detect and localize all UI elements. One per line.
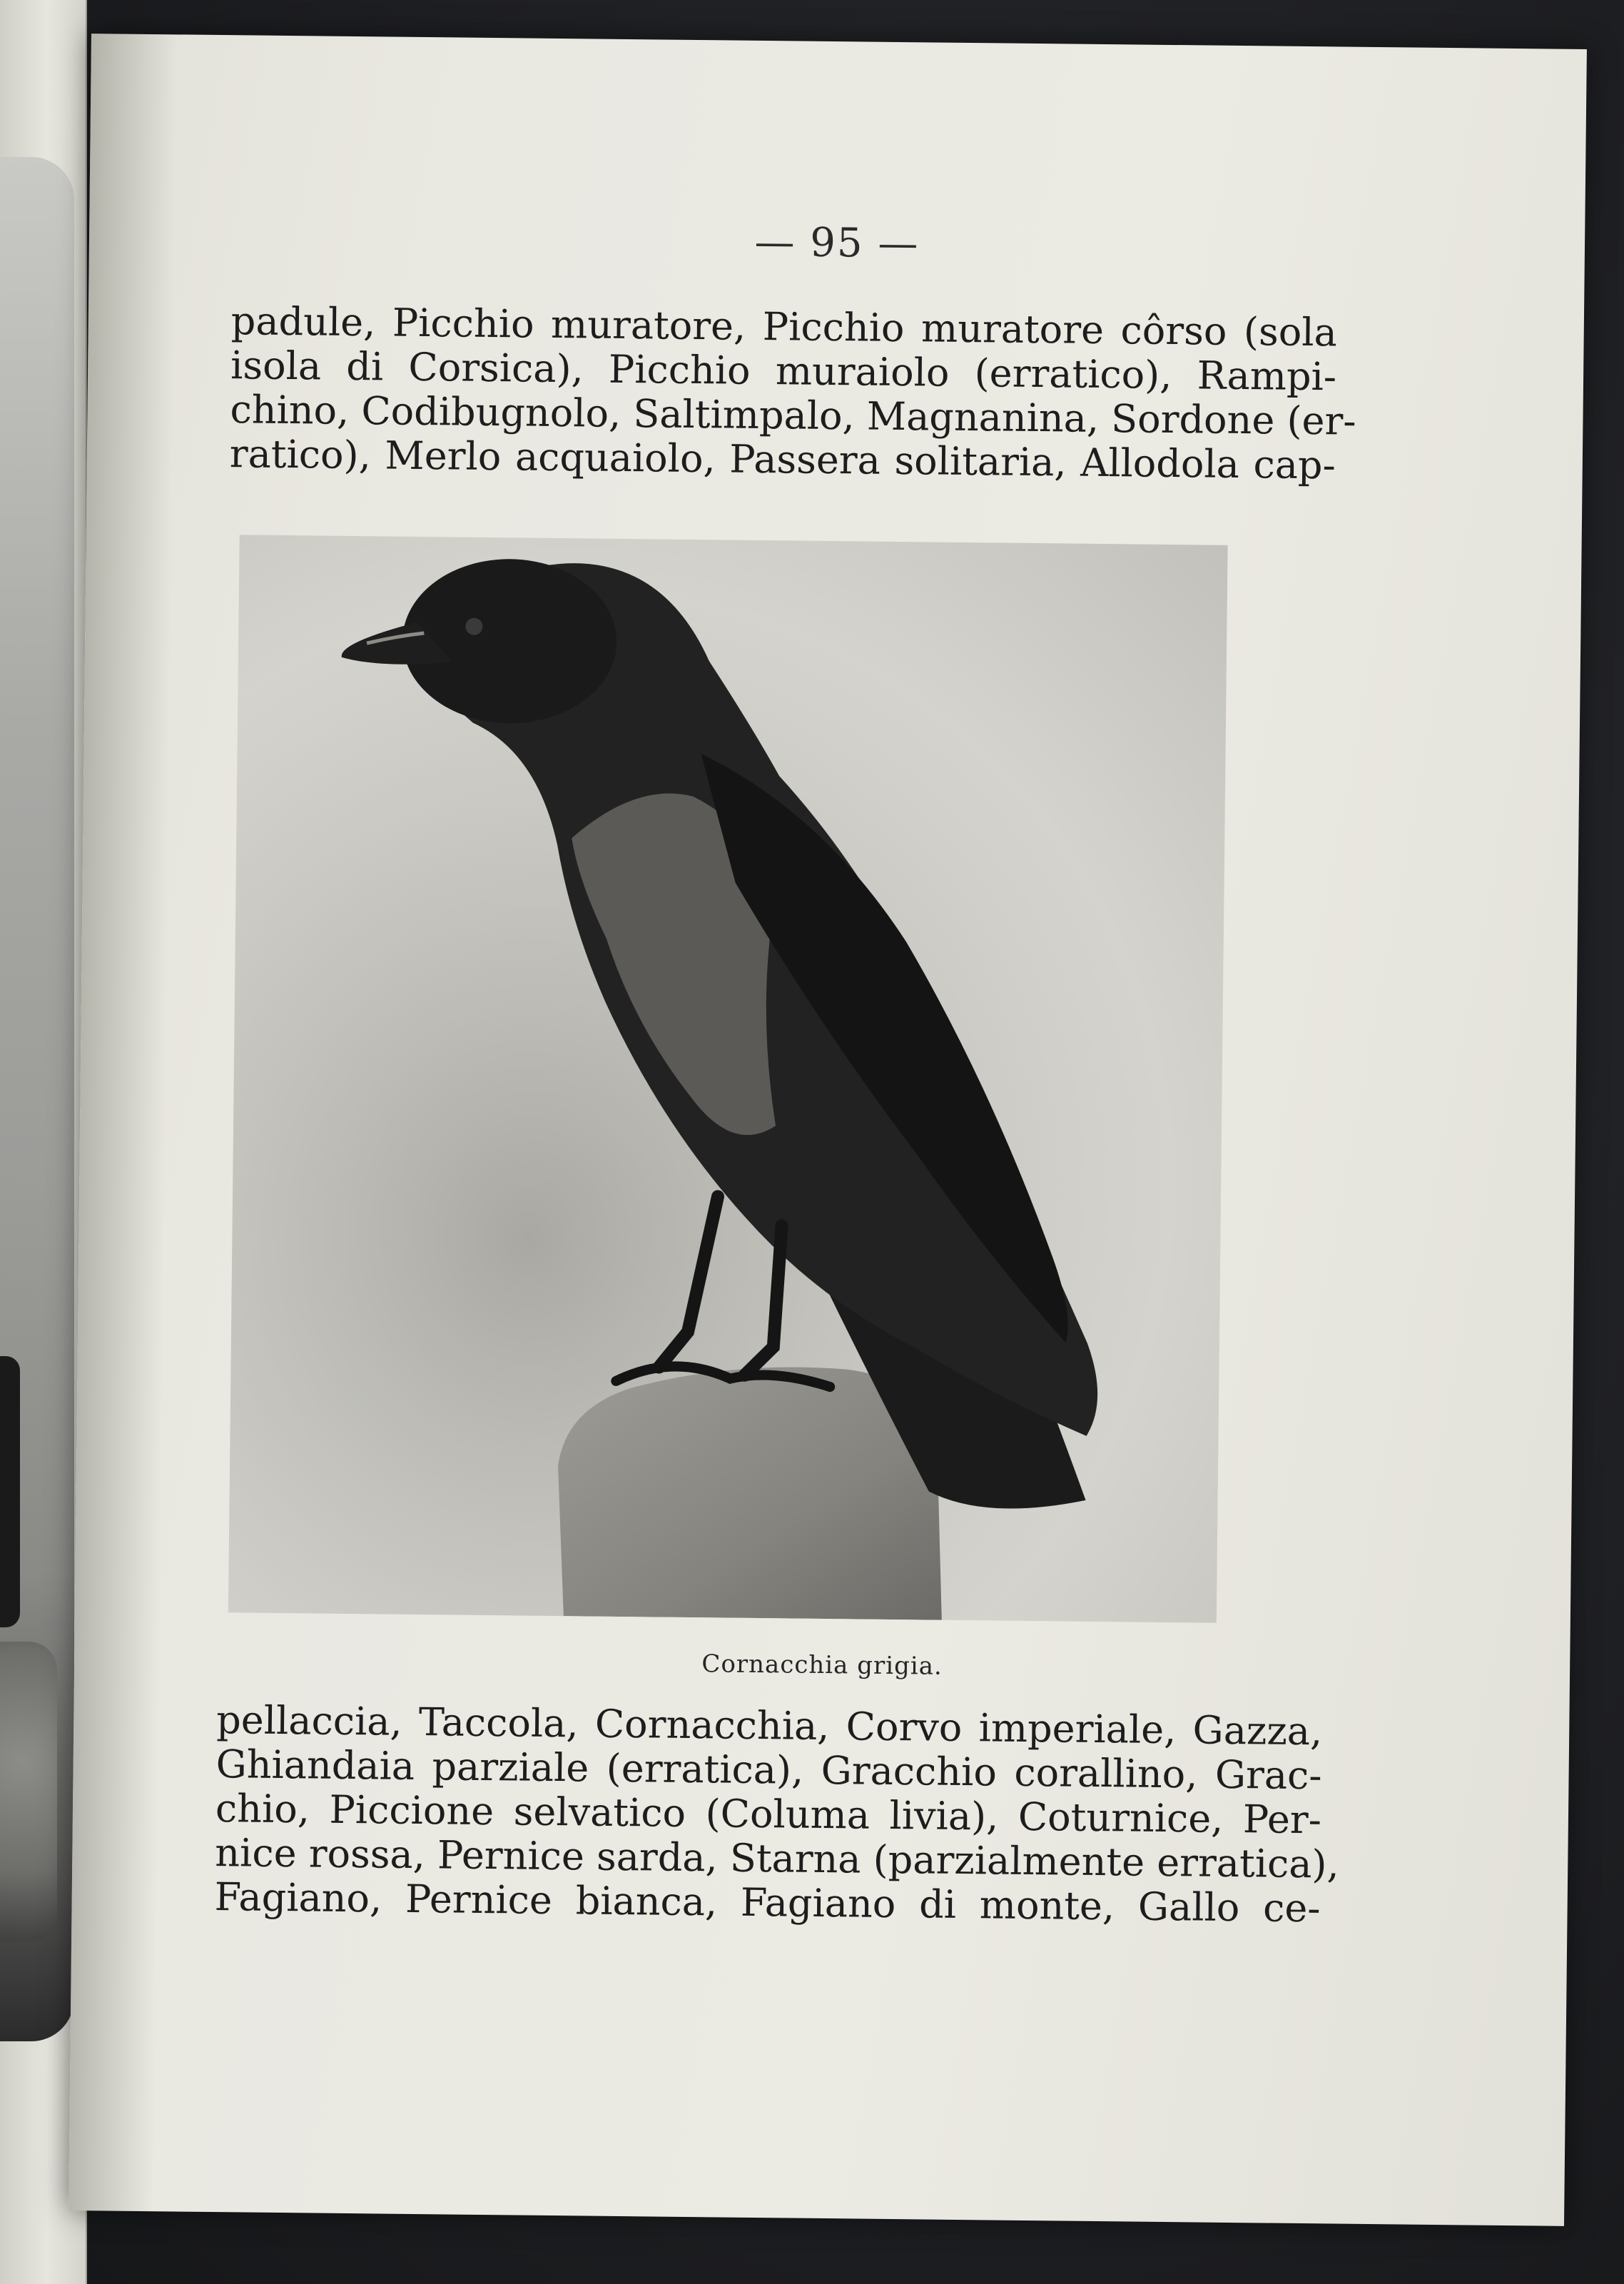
text-line: Fagiano, Pernice bianca, Fagiano di monte, Gallo ce- [214,1874,1321,1931]
text-line: padule, Picchio muratore, Picchio muratore côrso (sola [230,298,1338,355]
book-page [68,34,1587,2226]
facing-page-photo [0,157,74,2041]
facing-photo-rock [0,1642,57,1941]
text-line: pellaccia, Taccola, Cornacchia, Corvo imperiale, Gazza, [215,1697,1323,1754]
page-number: — 95 — [754,218,920,268]
text-line: nice rossa, Pernice sarda, Starna (parzialmente erratica), [215,1830,1340,1887]
text-line: chino, Codibugnolo, Saltimpalo, Magnanina, Sordone (er- [230,387,1356,444]
text-line: chio, Piccione selvatico (Columa livia), Coturnice, Per- [215,1786,1322,1843]
text-line: ratico), Merlo acquaiolo, Passera solitaria, Allodola cap- [229,431,1336,488]
top-paragraph [229,298,1356,488]
text-line: isola di Corsica), Picchio muraiolo (erratico), Rampi- [230,343,1337,400]
bottom-paragraph [214,1697,1340,1931]
crow-photograph [228,535,1228,1622]
text-line: Ghiandaia parziale (erratica), Gracchio corallino, Grac- [215,1742,1322,1799]
crow-illustration [228,535,1228,1622]
facing-photo-bird-edge [0,1356,20,1627]
figure-caption: Cornacchia grigia. [701,1649,943,1681]
